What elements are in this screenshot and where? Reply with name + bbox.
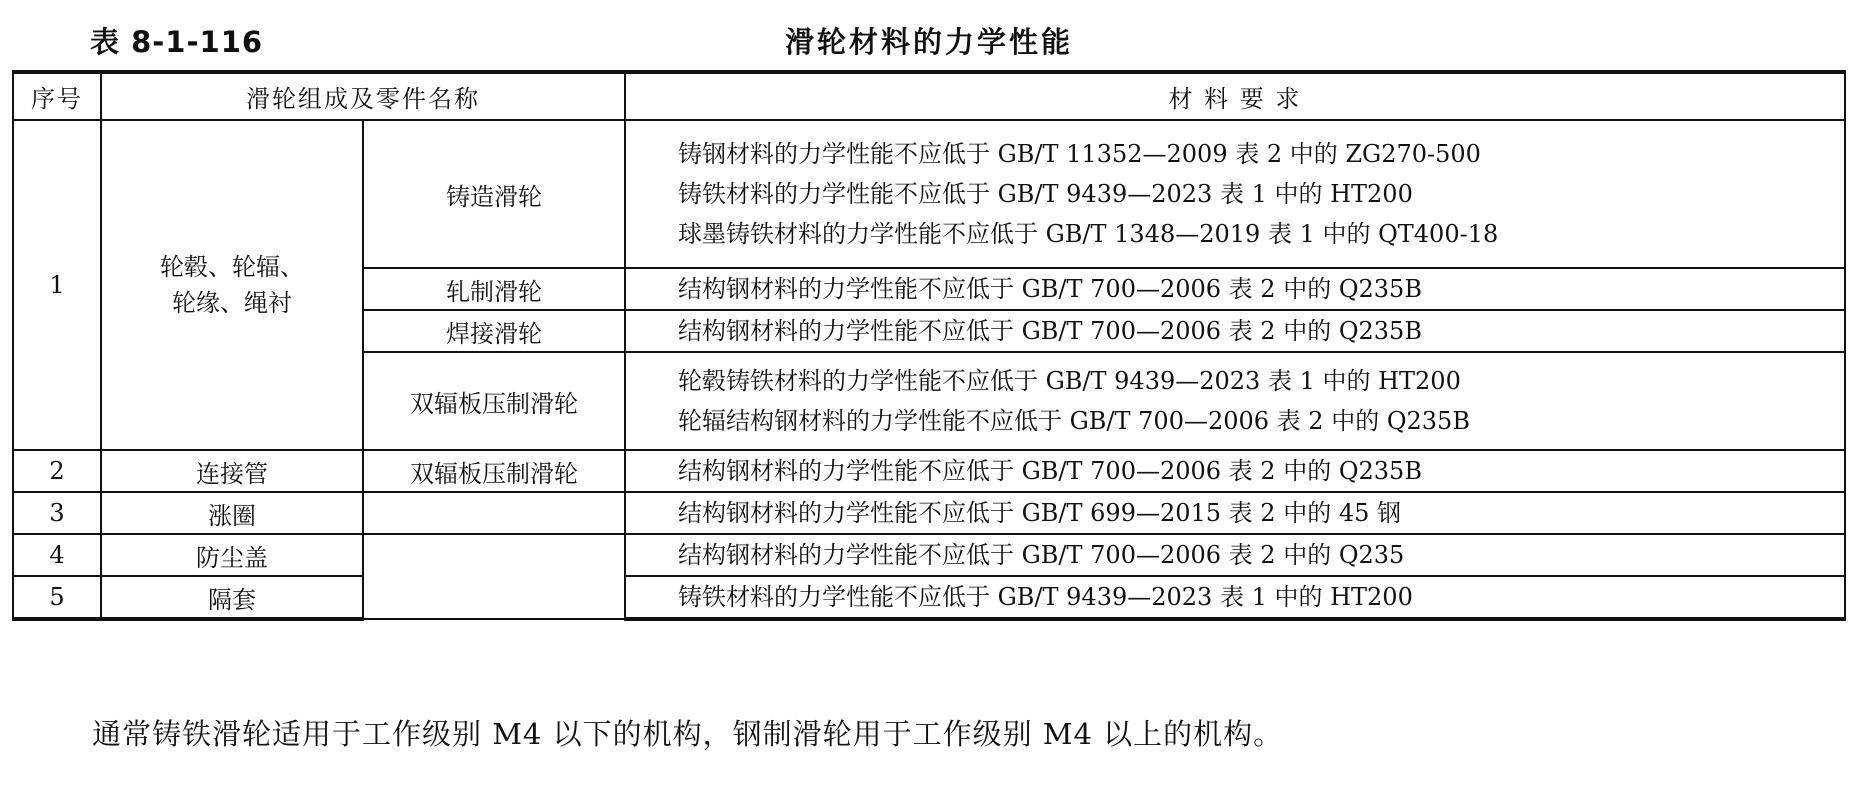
seq-cell: 2 [13, 450, 101, 492]
requirement-cell: 结构钢材料的力学性能不应低于 GB/T 700—2006 表 2 中的 Q235 [625, 534, 1845, 576]
header-requirement: 材 料 要 求 [625, 72, 1845, 120]
type-cell: 轧制滑轮 [363, 268, 625, 310]
requirement-line: 轮辐结构钢材料的力学性能不应低于 GB/T 700—2006 表 2 中的 Q235B [678, 407, 1470, 435]
table-row [13, 450, 1845, 492]
table-row [13, 534, 1845, 576]
type-cell [363, 492, 625, 534]
part-cell: 涨圈 [101, 492, 363, 534]
material-properties-table [12, 70, 1846, 621]
part-line: 轮毂、轮辐、 [160, 253, 304, 281]
requirement-cell: 结构钢材料的力学性能不应低于 GB/T 700—2006 表 2 中的 Q235B [625, 450, 1845, 492]
seq-cell: 3 [13, 492, 101, 534]
type-cell [363, 534, 625, 619]
table-row [13, 576, 1845, 619]
part-line: 轮缘、绳衬 [172, 289, 292, 317]
part-cell: 防尘盖 [101, 534, 363, 576]
requirement-line: 球墨铸铁材料的力学性能不应低于 GB/T 1348—2019 表 1 中的 QT400-18 [678, 220, 1499, 248]
requirement-cell: 铸铁材料的力学性能不应低于 GB/T 9439—2023 表 1 中的 HT200 [625, 576, 1845, 619]
table-row [13, 492, 1845, 534]
part-cell: 隔套 [101, 576, 363, 619]
requirement-cell [625, 268, 1845, 310]
requirement-cell [625, 352, 1845, 450]
header-seq: 序号 [13, 72, 101, 120]
requirement-line: 结构钢材料的力学性能不应低于 GB/T 700—2006 表 2 中的 Q235B [678, 275, 1422, 303]
seq-cell: 5 [13, 576, 101, 619]
requirement-cell [625, 310, 1845, 352]
footnote: 通常铸铁滑轮适用于工作级别 M4 以下的机构，钢制滑轮用于工作级别 M4 以上的机构。 [92, 717, 1284, 751]
requirement-line: 轮毂铸铁材料的力学性能不应低于 GB/T 9439—2023 表 1 中的 HT200 [678, 367, 1461, 395]
requirement-cell [625, 120, 1845, 268]
header-component: 滑轮组成及零件名称 [101, 72, 625, 120]
seq-cell: 1 [13, 120, 101, 450]
type-cell: 铸造滑轮 [363, 120, 625, 268]
requirement-line: 铸钢材料的力学性能不应低于 GB/T 11352—2009 表 2 中的 ZG270-500 [678, 140, 1481, 168]
part-cell [101, 120, 363, 450]
requirement-cell: 结构钢材料的力学性能不应低于 GB/T 699—2015 表 2 中的 45 钢 [625, 492, 1845, 534]
table-header-row [13, 72, 1845, 120]
requirement-line: 铸铁材料的力学性能不应低于 GB/T 9439—2023 表 1 中的 HT200 [678, 180, 1413, 208]
requirement-line: 结构钢材料的力学性能不应低于 GB/T 700—2006 表 2 中的 Q235B [678, 317, 1422, 345]
type-cell: 双辐板压制滑轮 [363, 352, 625, 450]
type-cell: 焊接滑轮 [363, 310, 625, 352]
part-cell: 连接管 [101, 450, 363, 492]
type-cell: 双辐板压制滑轮 [363, 450, 625, 492]
table-number: 表 8-1-116 [90, 25, 264, 59]
table-title: 滑轮材料的力学性能 [785, 25, 1074, 59]
table-row [13, 120, 1845, 268]
seq-cell: 4 [13, 534, 101, 576]
